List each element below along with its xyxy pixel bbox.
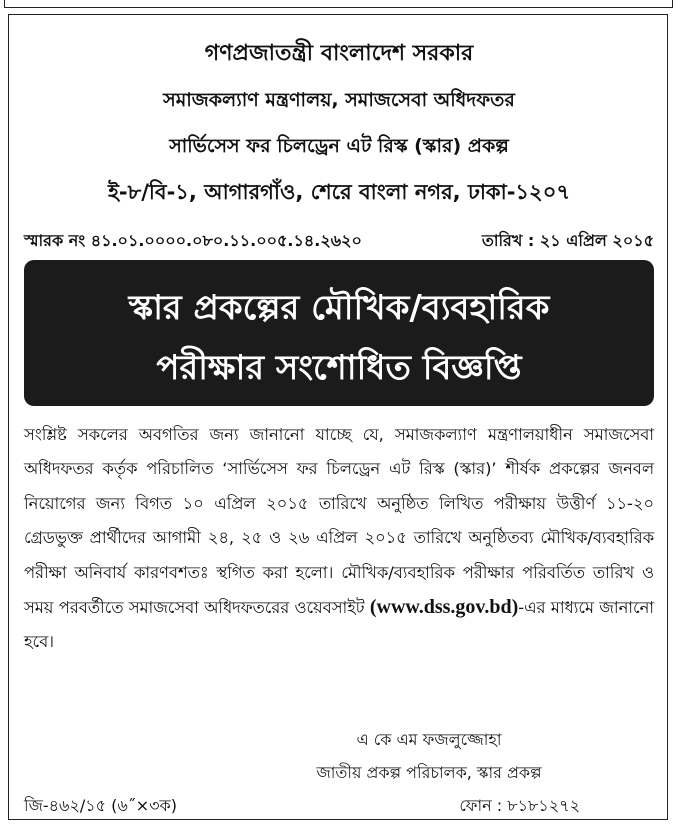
government-title: গণপ্রজাতন্ত্রী বাংলাদেশ সরকার xyxy=(204,41,474,66)
body-text-end: -এর মাধ্যমে জানানো হবে। xyxy=(24,598,655,652)
website-url: (www.dss.gov.bd) xyxy=(369,596,519,619)
signatory-name: এ কে এম ফজলুজ্জোহা xyxy=(356,730,502,749)
office-address: ই-৮/বি-১, আগারগাঁও, শেরে বাংলা নগর, ঢাকা-১২০৭ xyxy=(107,180,571,204)
notice-paragraph xyxy=(24,418,654,660)
body-text-main: সংশ্লিষ্ট সকলের অবগতির জন্য জানানো যাচ্ছে যে, সমাজকল্যাণ মন্ত্রণালয়াধীন সমাজসেবা অধিদফতর কর্তৃক পরিচালিত ‘সার্ভিসেস ফর চিলড্রেন এট রিস্ক (স্কার)’ শীর্ষক প্রকল্পের জনবল নিয়োগের জন্য বিগত ১০ এপ্রিল ২০১৫ তারিখে অনুষ্ঠিত লিখিত পরীক্ষায় উত্তীর্ণ ১১-২০ গ্রেডভুক্ত প্রার্থীদের আগামী ২৪, ২৫ ও ২৬ এপ্রিল ২০১৫ তারিখে অনুষ্ঠিতব্য মৌখিক/ব্যবহারিক পরীক্ষা অনিবার্য কারণবশতঃ স্থগিত করা হলো। মৌখিক/ব্যবহারিক পরীক্ষার পরিবর্তিত তারিখ ও সময় পরবর্তীতে সমাজসেবা অধিদফতরের ওয়েবসাইট xyxy=(24,425,654,618)
ministry-title: সমাজকল্যাণ মন্ত্রণালয়, সমাজসেবা অধিদফতর xyxy=(163,89,515,111)
project-title: সার্ভিসেস ফর চিলড্রেন এট রিস্ক (স্কার) প্রকল্প xyxy=(169,135,509,157)
banner-line-2: পরীক্ষার সংশোধিত বিজ্ঞপ্তি xyxy=(156,348,522,388)
ad-code: জি-৪৬২/১৫ (৬˝×৩ক) xyxy=(24,796,177,815)
memo-number: স্মারক নং ৪১.০১.০০০০.০৮০.১১.০০৫.১৪.২৬২০ xyxy=(24,231,362,250)
banner-line-1: স্কার প্রকল্পের মৌখিক/ব্যবহারিক xyxy=(128,288,550,328)
footer-line xyxy=(24,793,654,820)
signatory-designation: জাতীয় প্রকল্প পরিচালক, স্কার প্রকল্প xyxy=(316,763,542,782)
previous-ad-border xyxy=(4,0,673,8)
reference-line xyxy=(24,228,654,255)
notice-body xyxy=(24,418,654,660)
phone-number: ফোন : ৮১৮১২৭২ xyxy=(459,796,580,815)
notice-banner xyxy=(24,260,654,406)
notice-date: তারিখ : ২১ এপ্রিল ২০১৫ xyxy=(481,231,654,250)
